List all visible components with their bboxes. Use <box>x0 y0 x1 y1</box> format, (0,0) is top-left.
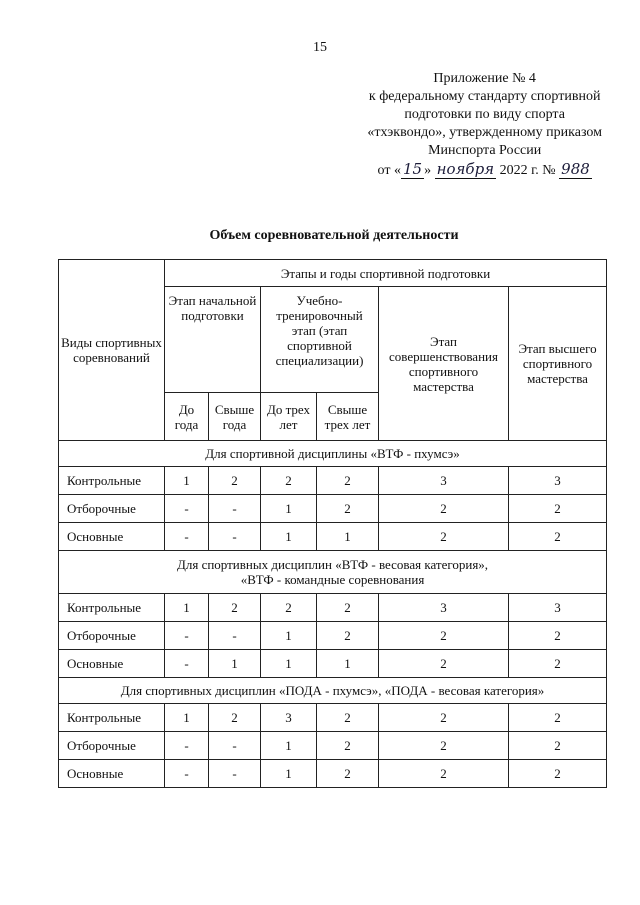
table-cell: - <box>165 760 209 788</box>
header-sub-2: До трех лет <box>261 393 317 441</box>
document-title: Объем соревновательной деятельности <box>209 228 459 243</box>
table-row <box>59 594 607 622</box>
row-label: Контрольные <box>59 704 165 732</box>
table-cell: 2 <box>317 622 379 650</box>
table-row <box>59 523 607 551</box>
table-row <box>59 732 607 760</box>
header-stage-training: Учебно-тренировочный этап (этап спортивной специализации) <box>261 287 379 393</box>
header-stages: Этапы и годы спортивной подготовки <box>165 260 607 287</box>
table-cell: 2 <box>317 495 379 523</box>
table-cell: - <box>165 622 209 650</box>
date-year: 2022 г. № <box>499 163 556 178</box>
table-cell: 1 <box>317 650 379 678</box>
section-title-line-2: «ВТФ - командные соревнования <box>240 572 425 587</box>
header-stage-improvement: Этап совершенствования спортивного мастерства <box>379 287 509 441</box>
table-cell: - <box>209 732 261 760</box>
table-cell: 1 <box>261 523 317 551</box>
row-label: Отборочные <box>59 622 165 650</box>
header-sub-1: Свыше года <box>209 393 261 441</box>
header-stage-highest: Этап высшего спортивного мастерства <box>509 287 607 441</box>
header-sub-0: До года <box>165 393 209 441</box>
table-cell: 1 <box>317 523 379 551</box>
row-label: Контрольные <box>59 594 165 622</box>
table-row <box>59 704 607 732</box>
table-cell: 2 <box>317 704 379 732</box>
table-cell: 2 <box>209 594 261 622</box>
handwritten-day: 15 <box>402 160 423 178</box>
table-cell: 2 <box>261 467 317 495</box>
table-cell: 1 <box>261 495 317 523</box>
table-cell: 1 <box>209 650 261 678</box>
table-cell: 2 <box>261 594 317 622</box>
page-number: 15 <box>313 40 327 55</box>
competition-volume-table <box>58 259 607 788</box>
table-cell: 2 <box>379 704 509 732</box>
table-cell: - <box>209 495 261 523</box>
appendix-line-4: «тхэквондо», утвержденному приказом <box>367 125 602 140</box>
table-row <box>59 650 607 678</box>
table-row <box>59 495 607 523</box>
table-cell: 2 <box>509 523 607 551</box>
table-cell: 1 <box>165 704 209 732</box>
handwritten-order-number: 988 <box>561 160 590 178</box>
table-cell: 1 <box>261 732 317 760</box>
table-cell: 2 <box>379 622 509 650</box>
table-cell: 2 <box>379 495 509 523</box>
table-cell: 1 <box>165 594 209 622</box>
appendix-header <box>367 70 602 180</box>
table-cell: 1 <box>261 622 317 650</box>
row-label: Отборочные <box>59 732 165 760</box>
table-row <box>59 760 607 788</box>
table-cell: - <box>209 523 261 551</box>
table-cell: 2 <box>317 467 379 495</box>
table-cell: - <box>165 495 209 523</box>
header-sub-3: Свыше трех лет <box>317 393 379 441</box>
table-cell: - <box>165 650 209 678</box>
appendix-line-3: подготовки по виду спорта <box>404 107 565 122</box>
row-label: Основные <box>59 760 165 788</box>
table-cell: - <box>209 760 261 788</box>
table-cell: 3 <box>509 467 607 495</box>
table-cell: 2 <box>317 594 379 622</box>
table-cell: 1 <box>261 760 317 788</box>
table-cell: 2 <box>509 622 607 650</box>
row-label: Контрольные <box>59 467 165 495</box>
table-cell: 2 <box>509 760 607 788</box>
table-cell: 2 <box>509 495 607 523</box>
row-label: Отборочные <box>59 495 165 523</box>
section-title-line: Для спортивных дисциплин «ВТФ - весовая категория», <box>176 557 489 572</box>
table-cell: 3 <box>379 467 509 495</box>
table-cell: 3 <box>509 594 607 622</box>
appendix-line-5: Минспорта России <box>428 143 542 158</box>
section-title <box>59 678 607 704</box>
section-title-line: Для спортивных дисциплин «ПОДА - пхумсэ», «ПОДА - весовая категория» <box>120 683 545 698</box>
table-cell: 2 <box>209 704 261 732</box>
row-label: Основные <box>59 650 165 678</box>
table-row <box>59 467 607 495</box>
table-cell: - <box>165 732 209 760</box>
table-cell: - <box>209 622 261 650</box>
table-cell: 2 <box>509 704 607 732</box>
table-cell: 2 <box>509 650 607 678</box>
table-cell: 1 <box>165 467 209 495</box>
date-close-quote: » <box>424 163 432 178</box>
table-body <box>59 260 607 788</box>
table-cell: 3 <box>379 594 509 622</box>
table-cell: 2 <box>379 732 509 760</box>
handwritten-month: ноября <box>436 160 495 178</box>
header-stage-initial: Этап начальной подготовки <box>165 287 261 393</box>
table-row <box>59 622 607 650</box>
appendix-line-1: Приложение № 4 <box>433 71 536 86</box>
table-cell: 2 <box>509 732 607 760</box>
table-cell: 2 <box>379 523 509 551</box>
section-title-line: Для спортивной дисциплины «ВТФ - пхумсэ» <box>205 446 460 461</box>
table-cell: - <box>165 523 209 551</box>
table-cell: 2 <box>379 760 509 788</box>
appendix-line-2: к федеральному стандарту спортивной <box>368 89 601 104</box>
table-cell: 2 <box>317 732 379 760</box>
row-label: Основные <box>59 523 165 551</box>
appendix-date-line <box>367 160 602 180</box>
header-kinds: Виды спортивных соревнований <box>59 260 165 441</box>
date-prefix: от « <box>377 163 401 178</box>
section-title <box>59 551 607 594</box>
table-cell: 1 <box>261 650 317 678</box>
section-title <box>59 441 607 467</box>
table-cell: 2 <box>317 760 379 788</box>
table-cell: 3 <box>261 704 317 732</box>
table-cell: 2 <box>379 650 509 678</box>
table-cell: 2 <box>209 467 261 495</box>
